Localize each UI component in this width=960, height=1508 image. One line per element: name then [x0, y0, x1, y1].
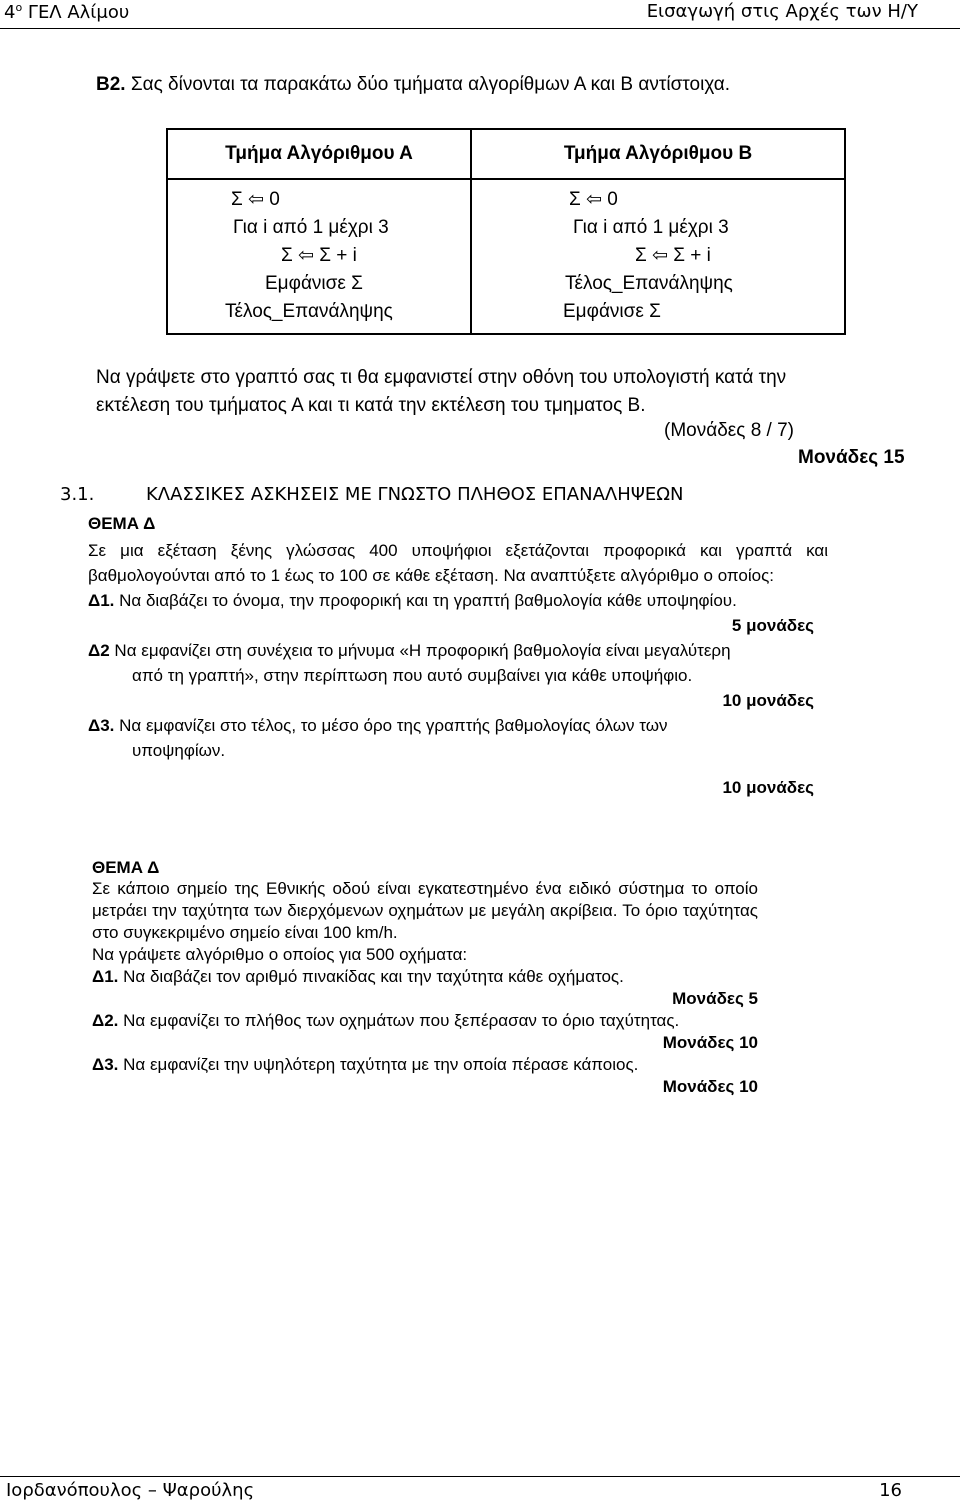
exercise-2-title: ΘΕΜΑ Δ — [92, 858, 160, 877]
col-b-title: Τμήμα Αλγόριθμου Β — [471, 129, 845, 179]
exercise-2-intro2: Να γράψετε αλγόριθμο ο οποίος για 500 οχήματα: — [92, 945, 468, 964]
exercise-1-d3-cont: υποψηφίων. — [132, 741, 226, 760]
exercise-1 — [88, 514, 828, 800]
exercise-2 — [92, 858, 758, 1098]
exercise-2-d2-points: Μονάδες 10 — [662, 1033, 758, 1052]
col-a-title: Τμήμα Αλγόριθμου Α — [167, 129, 471, 179]
exercise-2-d3: Δ3. Να εμφανίζει την υψηλότερη ταχύτητα με την οποία πέρασε κάποιος. — [92, 1055, 639, 1074]
footer-rule — [0, 1476, 960, 1477]
exercise-2-d3-points: Μονάδες 10 — [662, 1077, 758, 1096]
b2-intro: Β2. Σας δίνονται τα παρακάτω δύο τμήματα αλγορίθμων Α και Β αντίστοιχα. — [96, 74, 731, 95]
exercise-1-d2: Δ2 Να εμφανίζει στη συνέχεια το μήνυμα «Η προφορική βαθμολογία είναι μεγαλύτερη — [88, 641, 731, 660]
footer-authors: Ιορδανόπουλος – Ψαρούλης — [6, 1480, 255, 1501]
page-number: 16 — [879, 1480, 902, 1501]
exercise-1-title: ΘΕΜΑ Δ — [88, 514, 156, 533]
school-name: $4^o$ ΓΕΛ Αλίμου — [4, 1, 130, 23]
section-heading: 3.1. ΚΛΑΣΣΙΚΕΣ ΑΣΚΗΣΕΙΣ ΜΕ ΓΝΩΣΤΟ ΠΛΗΘΟΣ ΕΠΑΝΑΛΗΨΕΩΝ — [60, 484, 684, 505]
b2-points-split: (Μονάδες 8 / 7) — [664, 420, 794, 441]
b2-question: Να γράψετε στο γραπτό σας τι θα εμφανιστεί στην οθόνη του υπολογιστή κατά την εκτέλεση του τμήματος Α και τι κατά την εκτέλεση του τμηματος Β. — [96, 367, 787, 416]
course-title: Εισαγωγή στις Αρχές των Η/Υ — [646, 1, 918, 22]
b2-points-total: Μονάδες 15 — [798, 447, 905, 468]
exercise-2-intro: Σε κάποιο σημείο της Εθνικής οδού είναι εγκατεστημένο ένα ειδικό σύστημα το οποίο μετράει την ταχύτητα των διερχόμενων οχημάτων με μεγάλη ακρίβεια. Το όριο ταχύτητας στο συγκεκριμένο σημείο είναι 100 km/h. — [92, 879, 758, 942]
algorithm-table — [166, 128, 846, 335]
exercise-2-d1-points: Μονάδες 5 — [672, 989, 758, 1008]
exercise-2-d1: Δ1. Να διαβάζει τον αριθμό πινακίδας και την ταχύτητα κάθε οχήματος. — [92, 967, 624, 986]
exercise-1-d1: Δ1. Να διαβάζει το όνομα, την προφορική και τη γραπτή βαθμολογία κάθε υποψηφίου. — [88, 591, 737, 610]
exercise-1-d2-cont: από τη γραπτή», στην περίπτωση που αυτό συμβαίνει για κάθε υποψήφιο. — [132, 666, 693, 685]
exercise-1-d3: Δ3. Να εμφανίζει στο τέλος, το μέσο όρο της γραπτής βαθμολογίας όλων των — [88, 716, 668, 735]
exercise-1-d3-points: 10 μονάδες — [722, 778, 814, 797]
algorithm-a-code: Σ ⇦ 0 Για i από 1 μέχρι 3 Σ ⇦ Σ + i Εμφάνισε Σ Τέλος_Επανάληψης — [225, 189, 393, 322]
exercise-1-d2-points: 10 μονάδες — [722, 691, 814, 710]
exercise-1-intro: Σε μια εξέταση ξένης γλώσσας 400 υποψήφιοι εξετάζονται προφορικά και γραπτά και βαθμολογούνται από το 1 έως το 100 σε κάθε εξέταση. Να αναπτύξετε αλγόριθμο ο οποίος: — [88, 541, 828, 585]
exercise-1-d1-points: 5 μονάδες — [731, 616, 814, 635]
exercise-2-d2: Δ2. Να εμφανίζει το πλήθος των οχημάτων που ξεπέρασαν το όριο ταχύτητας. — [92, 1011, 680, 1030]
algorithm-b-code: Σ ⇦ 0 Για i από 1 μέχρι 3 Σ ⇦ Σ + i Τέλος_Επανάληψης Εμφάνισε Σ — [563, 189, 733, 322]
